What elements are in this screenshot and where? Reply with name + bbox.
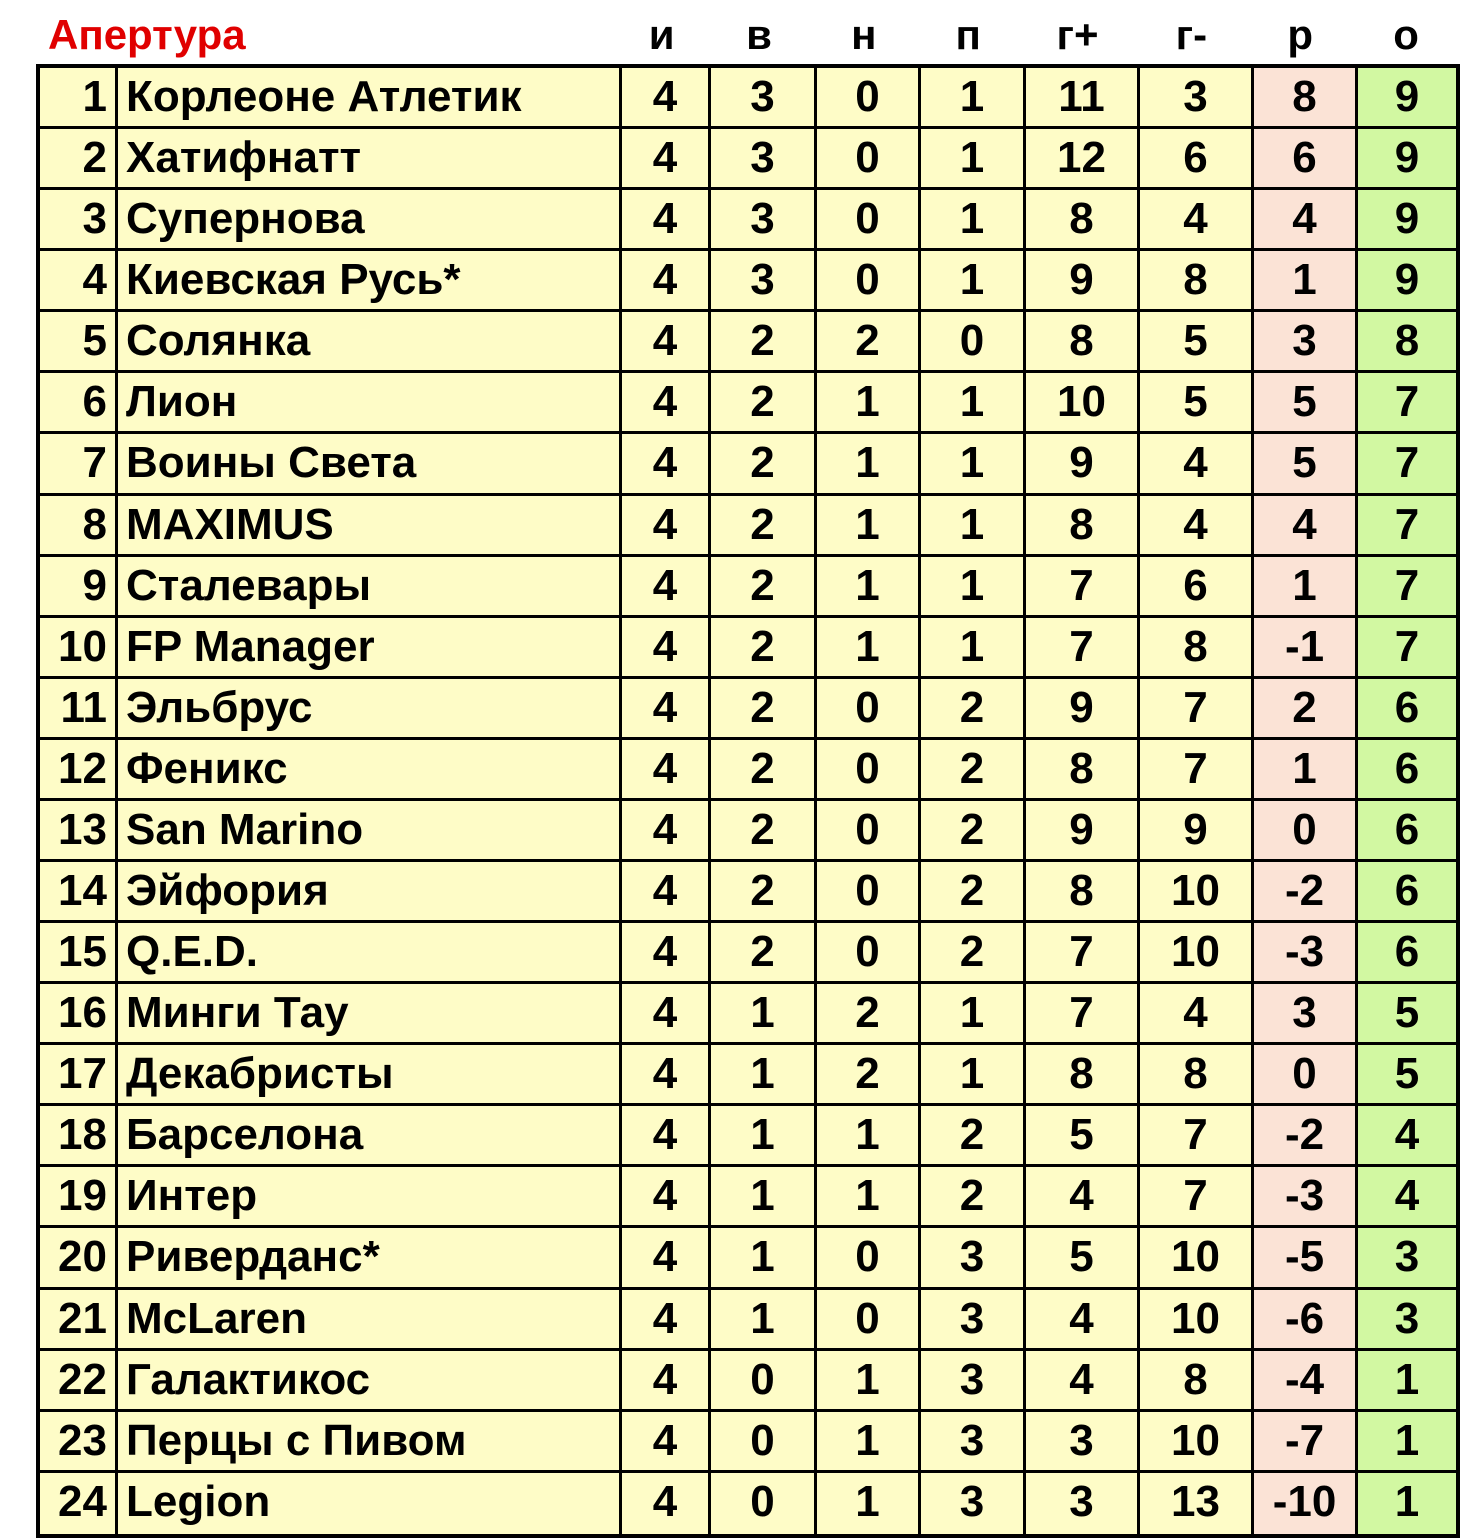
wins-cell: 2: [711, 923, 817, 981]
games-cell: 4: [622, 1106, 711, 1164]
losses-cell: 1: [921, 190, 1026, 248]
team-name-cell: Киевская Русь*: [118, 251, 622, 309]
draws-cell: 0: [817, 679, 921, 737]
points-cell: 3: [1358, 1228, 1456, 1286]
points-cell: 6: [1358, 679, 1456, 737]
draws-cell: 0: [817, 251, 921, 309]
standings-table: [36, 6, 1460, 1538]
points-cell: 6: [1358, 801, 1456, 859]
goals-for-cell: 3: [1026, 1412, 1140, 1470]
losses-cell: 1: [921, 557, 1026, 615]
losses-cell: 3: [921, 1351, 1026, 1409]
goal-diff-cell: -7: [1254, 1412, 1358, 1470]
table-row: [40, 1412, 1456, 1473]
team-name-cell: Q.E.D.: [118, 923, 622, 981]
wins-cell: 3: [711, 190, 817, 248]
table-title: Апертура: [48, 11, 246, 58]
table-row: [40, 251, 1456, 312]
wins-cell: 1: [711, 1045, 817, 1103]
draws-cell: 1: [817, 496, 921, 554]
wins-cell: 2: [711, 862, 817, 920]
losses-cell: 2: [921, 1167, 1026, 1225]
draws-cell: 1: [817, 1473, 921, 1534]
games-cell: 4: [622, 1290, 711, 1348]
position-cell: 13: [40, 801, 118, 859]
losses-cell: 1: [921, 984, 1026, 1042]
position-cell: 17: [40, 1045, 118, 1103]
goals-against-cell: 7: [1140, 679, 1254, 737]
team-name-cell: MAXIMUS: [118, 496, 622, 554]
games-cell: 4: [622, 740, 711, 798]
goal-diff-cell: 3: [1254, 312, 1358, 370]
goal-diff-cell: 0: [1254, 801, 1358, 859]
table-row: [40, 434, 1456, 495]
goal-diff-cell: -1: [1254, 618, 1358, 676]
goals-for-cell: 9: [1026, 434, 1140, 492]
position-cell: 19: [40, 1167, 118, 1225]
points-cell: 9: [1358, 251, 1456, 309]
goals-for-cell: 9: [1026, 801, 1140, 859]
position-cell: 8: [40, 496, 118, 554]
wins-cell: 1: [711, 1167, 817, 1225]
goals-for-cell: 9: [1026, 251, 1140, 309]
games-cell: 4: [622, 496, 711, 554]
team-name-cell: Декабристы: [118, 1045, 622, 1103]
goals-against-cell: 10: [1140, 923, 1254, 981]
team-name-cell: Хатифнатт: [118, 129, 622, 187]
team-name-cell: Феникс: [118, 740, 622, 798]
losses-cell: 2: [921, 740, 1026, 798]
goal-diff-cell: 2: [1254, 679, 1358, 737]
games-cell: 4: [622, 68, 711, 126]
points-cell: 5: [1358, 984, 1456, 1042]
losses-cell: 3: [921, 1228, 1026, 1286]
team-name-cell: Legion: [118, 1473, 622, 1534]
wins-cell: 3: [711, 251, 817, 309]
header-row: [36, 6, 1460, 64]
position-cell: 5: [40, 312, 118, 370]
losses-cell: 2: [921, 801, 1026, 859]
team-name-cell: McLaren: [118, 1290, 622, 1348]
position-cell: 9: [40, 557, 118, 615]
goals-for-cell: 7: [1026, 923, 1140, 981]
wins-cell: 0: [711, 1412, 817, 1470]
games-cell: 4: [622, 923, 711, 981]
losses-cell: 2: [921, 923, 1026, 981]
table-row: [40, 312, 1456, 373]
position-cell: 18: [40, 1106, 118, 1164]
position-cell: 12: [40, 740, 118, 798]
goals-for-cell: 8: [1026, 740, 1140, 798]
draws-cell: 1: [817, 557, 921, 615]
position-cell: 16: [40, 984, 118, 1042]
goals-for-cell: 5: [1026, 1106, 1140, 1164]
goals-against-cell: 7: [1140, 740, 1254, 798]
table-row: [40, 68, 1456, 129]
table-row: [40, 679, 1456, 740]
games-cell: 4: [622, 1167, 711, 1225]
table-row: [40, 190, 1456, 251]
losses-cell: 1: [921, 618, 1026, 676]
losses-cell: 3: [921, 1290, 1026, 1348]
goal-diff-cell: 6: [1254, 129, 1358, 187]
losses-cell: 1: [921, 251, 1026, 309]
goals-for-cell: 7: [1026, 618, 1140, 676]
goal-diff-cell: -10: [1254, 1473, 1358, 1534]
goals-against-cell: 7: [1140, 1167, 1254, 1225]
position-cell: 3: [40, 190, 118, 248]
goals-for-cell: 8: [1026, 1045, 1140, 1103]
table-row: [40, 1290, 1456, 1351]
games-cell: 4: [622, 862, 711, 920]
points-cell: 5: [1358, 1045, 1456, 1103]
position-cell: 14: [40, 862, 118, 920]
wins-cell: 2: [711, 373, 817, 431]
draws-cell: 0: [817, 68, 921, 126]
goals-against-cell: 4: [1140, 434, 1254, 492]
wins-cell: 2: [711, 312, 817, 370]
team-name-cell: Корлеоне Атлетик: [118, 68, 622, 126]
table-row: [40, 1351, 1456, 1412]
draws-cell: 1: [817, 1351, 921, 1409]
goals-against-cell: 3: [1140, 68, 1254, 126]
goal-diff-cell: -5: [1254, 1228, 1358, 1286]
draws-cell: 2: [817, 984, 921, 1042]
goals-against-cell: 8: [1140, 1351, 1254, 1409]
wins-cell: 0: [711, 1473, 817, 1534]
goal-diff-cell: -3: [1254, 1167, 1358, 1225]
col-header-wins: в: [746, 11, 772, 58]
losses-cell: 1: [921, 68, 1026, 126]
goals-for-cell: 8: [1026, 862, 1140, 920]
goals-against-cell: 13: [1140, 1473, 1254, 1534]
points-cell: 7: [1358, 496, 1456, 554]
wins-cell: 1: [711, 1290, 817, 1348]
position-cell: 20: [40, 1228, 118, 1286]
table-row: [40, 1045, 1456, 1106]
position-cell: 23: [40, 1412, 118, 1470]
games-cell: 4: [622, 984, 711, 1042]
goals-for-cell: 4: [1026, 1290, 1140, 1348]
losses-cell: 2: [921, 862, 1026, 920]
wins-cell: 2: [711, 679, 817, 737]
losses-cell: 0: [921, 312, 1026, 370]
goals-for-cell: 3: [1026, 1473, 1140, 1534]
draws-cell: 0: [817, 1290, 921, 1348]
points-cell: 4: [1358, 1167, 1456, 1225]
goals-for-cell: 7: [1026, 984, 1140, 1042]
col-header-draws: н: [851, 11, 877, 58]
table-body: [36, 64, 1460, 1538]
table-row: [40, 129, 1456, 190]
table-row: [40, 618, 1456, 679]
table-row: [40, 801, 1456, 862]
goal-diff-cell: 4: [1254, 190, 1358, 248]
table-row: [40, 373, 1456, 434]
table-row: [40, 557, 1456, 618]
team-name-cell: Перцы с Пивом: [118, 1412, 622, 1470]
goals-against-cell: 10: [1140, 1228, 1254, 1286]
col-header-games: и: [648, 11, 675, 58]
draws-cell: 1: [817, 1412, 921, 1470]
position-cell: 2: [40, 129, 118, 187]
goals-against-cell: 10: [1140, 1412, 1254, 1470]
goals-for-cell: 10: [1026, 373, 1140, 431]
goal-diff-cell: -2: [1254, 1106, 1358, 1164]
wins-cell: 2: [711, 801, 817, 859]
goals-for-cell: 8: [1026, 190, 1140, 248]
table-row: [40, 496, 1456, 557]
col-header-goals-against: г-: [1175, 11, 1208, 58]
goals-against-cell: 9: [1140, 801, 1254, 859]
points-cell: 7: [1358, 618, 1456, 676]
draws-cell: 1: [817, 1106, 921, 1164]
table-row: [40, 740, 1456, 801]
goal-diff-cell: 1: [1254, 251, 1358, 309]
draws-cell: 1: [817, 434, 921, 492]
goals-for-cell: 7: [1026, 557, 1140, 615]
wins-cell: 1: [711, 1106, 817, 1164]
games-cell: 4: [622, 557, 711, 615]
col-header-points: о: [1393, 11, 1419, 58]
games-cell: 4: [622, 801, 711, 859]
goals-against-cell: 8: [1140, 251, 1254, 309]
position-cell: 10: [40, 618, 118, 676]
goals-against-cell: 8: [1140, 618, 1254, 676]
position-cell: 7: [40, 434, 118, 492]
wins-cell: 1: [711, 984, 817, 1042]
goal-diff-cell: -3: [1254, 923, 1358, 981]
points-cell: 1: [1358, 1412, 1456, 1470]
draws-cell: 2: [817, 1045, 921, 1103]
col-header-losses: п: [955, 11, 981, 58]
points-cell: 6: [1358, 923, 1456, 981]
games-cell: 4: [622, 312, 711, 370]
draws-cell: 1: [817, 1167, 921, 1225]
goals-against-cell: 7: [1140, 1106, 1254, 1164]
games-cell: 4: [622, 1473, 711, 1534]
points-cell: 6: [1358, 740, 1456, 798]
wins-cell: 2: [711, 496, 817, 554]
col-header-goals-for: г+: [1056, 11, 1099, 58]
table-row: [40, 984, 1456, 1045]
points-cell: 1: [1358, 1351, 1456, 1409]
goals-against-cell: 8: [1140, 1045, 1254, 1103]
losses-cell: 1: [921, 434, 1026, 492]
wins-cell: 2: [711, 434, 817, 492]
draws-cell: 0: [817, 190, 921, 248]
goal-diff-cell: -6: [1254, 1290, 1358, 1348]
goals-against-cell: 5: [1140, 373, 1254, 431]
table-row: [40, 1473, 1456, 1534]
team-name-cell: FP Manager: [118, 618, 622, 676]
position-cell: 15: [40, 923, 118, 981]
points-cell: 9: [1358, 68, 1456, 126]
draws-cell: 0: [817, 129, 921, 187]
wins-cell: 0: [711, 1351, 817, 1409]
points-cell: 6: [1358, 862, 1456, 920]
goals-against-cell: 4: [1140, 984, 1254, 1042]
team-name-cell: Воины Света: [118, 434, 622, 492]
position-cell: 11: [40, 679, 118, 737]
losses-cell: 2: [921, 679, 1026, 737]
team-name-cell: San Marino: [118, 801, 622, 859]
team-name-cell: Барселона: [118, 1106, 622, 1164]
team-name-cell: Риверданс*: [118, 1228, 622, 1286]
goals-against-cell: 5: [1140, 312, 1254, 370]
table-row: [40, 1228, 1456, 1289]
losses-cell: 3: [921, 1412, 1026, 1470]
points-cell: 7: [1358, 434, 1456, 492]
losses-cell: 2: [921, 1106, 1026, 1164]
goals-against-cell: 6: [1140, 557, 1254, 615]
draws-cell: 0: [817, 862, 921, 920]
draws-cell: 0: [817, 1228, 921, 1286]
team-name-cell: Лион: [118, 373, 622, 431]
goals-against-cell: 10: [1140, 1290, 1254, 1348]
goal-diff-cell: 0: [1254, 1045, 1358, 1103]
draws-cell: 1: [817, 373, 921, 431]
goal-diff-cell: 1: [1254, 557, 1358, 615]
team-name-cell: Интер: [118, 1167, 622, 1225]
games-cell: 4: [622, 129, 711, 187]
games-cell: 4: [622, 1412, 711, 1470]
points-cell: 4: [1358, 1106, 1456, 1164]
table-row: [40, 1167, 1456, 1228]
losses-cell: 1: [921, 1045, 1026, 1103]
wins-cell: 1: [711, 1228, 817, 1286]
team-name-cell: Минги Тау: [118, 984, 622, 1042]
wins-cell: 3: [711, 129, 817, 187]
position-cell: 6: [40, 373, 118, 431]
goals-against-cell: 6: [1140, 129, 1254, 187]
losses-cell: 1: [921, 129, 1026, 187]
wins-cell: 3: [711, 68, 817, 126]
table-row: [40, 862, 1456, 923]
position-cell: 4: [40, 251, 118, 309]
games-cell: 4: [622, 679, 711, 737]
goal-diff-cell: -2: [1254, 862, 1358, 920]
position-cell: 21: [40, 1290, 118, 1348]
points-cell: 7: [1358, 557, 1456, 615]
goals-against-cell: 10: [1140, 862, 1254, 920]
goal-diff-cell: 8: [1254, 68, 1358, 126]
losses-cell: 1: [921, 373, 1026, 431]
goals-for-cell: 5: [1026, 1228, 1140, 1286]
goals-for-cell: 8: [1026, 496, 1140, 554]
goal-diff-cell: 5: [1254, 373, 1358, 431]
draws-cell: 1: [817, 618, 921, 676]
goals-against-cell: 4: [1140, 496, 1254, 554]
draws-cell: 0: [817, 923, 921, 981]
col-header-goal-diff: р: [1287, 11, 1314, 58]
team-name-cell: Сталевары: [118, 557, 622, 615]
wins-cell: 2: [711, 740, 817, 798]
losses-cell: 1: [921, 496, 1026, 554]
goals-for-cell: 11: [1026, 68, 1140, 126]
wins-cell: 2: [711, 557, 817, 615]
goal-diff-cell: 4: [1254, 496, 1358, 554]
goal-diff-cell: 5: [1254, 434, 1358, 492]
team-name-cell: Эйфория: [118, 862, 622, 920]
goals-against-cell: 4: [1140, 190, 1254, 248]
goals-for-cell: 4: [1026, 1167, 1140, 1225]
team-name-cell: Галактикос: [118, 1351, 622, 1409]
draws-cell: 0: [817, 801, 921, 859]
table-row: [40, 1106, 1456, 1167]
games-cell: 4: [622, 434, 711, 492]
goals-for-cell: 4: [1026, 1351, 1140, 1409]
position-cell: 24: [40, 1473, 118, 1534]
points-cell: 3: [1358, 1290, 1456, 1348]
games-cell: 4: [622, 1351, 711, 1409]
losses-cell: 3: [921, 1473, 1026, 1534]
points-cell: 9: [1358, 190, 1456, 248]
draws-cell: 0: [817, 740, 921, 798]
position-cell: 22: [40, 1351, 118, 1409]
games-cell: 4: [622, 251, 711, 309]
points-cell: 8: [1358, 312, 1456, 370]
goals-for-cell: 8: [1026, 312, 1140, 370]
table-row: [40, 923, 1456, 984]
team-name-cell: Эльбрус: [118, 679, 622, 737]
points-cell: 1: [1358, 1473, 1456, 1534]
games-cell: 4: [622, 373, 711, 431]
games-cell: 4: [622, 1228, 711, 1286]
team-name-cell: Солянка: [118, 312, 622, 370]
goal-diff-cell: 1: [1254, 740, 1358, 798]
games-cell: 4: [622, 190, 711, 248]
goal-diff-cell: 3: [1254, 984, 1358, 1042]
position-cell: 1: [40, 68, 118, 126]
points-cell: 9: [1358, 129, 1456, 187]
team-name-cell: Супернова: [118, 190, 622, 248]
points-cell: 7: [1358, 373, 1456, 431]
wins-cell: 2: [711, 618, 817, 676]
games-cell: 4: [622, 1045, 711, 1103]
games-cell: 4: [622, 618, 711, 676]
draws-cell: 2: [817, 312, 921, 370]
goals-for-cell: 9: [1026, 679, 1140, 737]
goal-diff-cell: -4: [1254, 1351, 1358, 1409]
goals-for-cell: 12: [1026, 129, 1140, 187]
